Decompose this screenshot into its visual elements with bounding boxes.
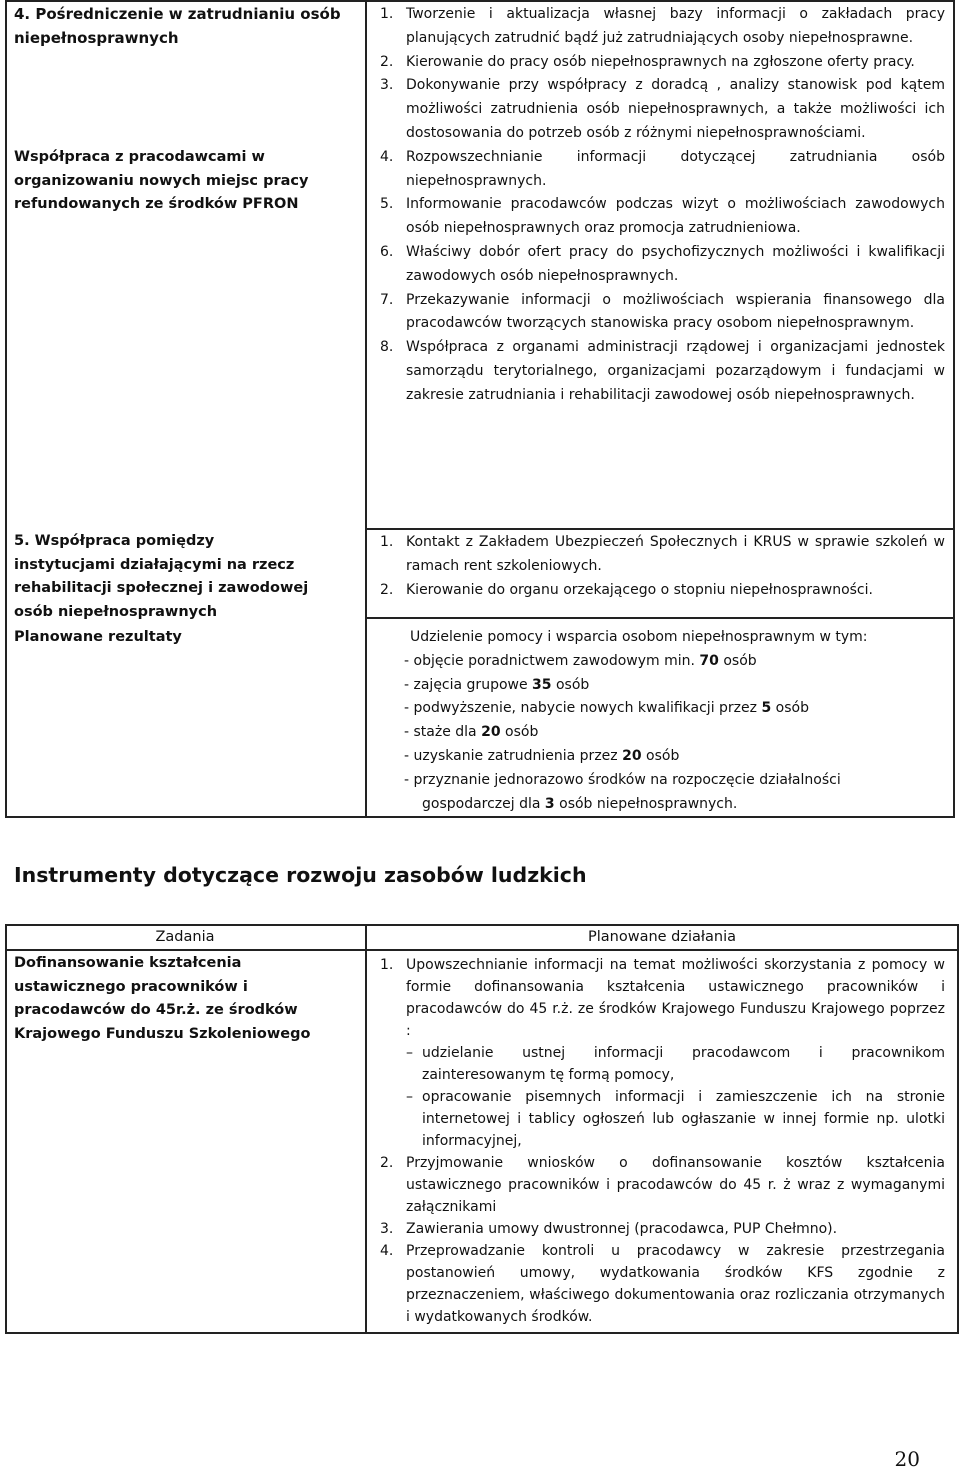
list-item: 7. Przekazywanie informacji o możliwościach wspierania finansowego dla pracodawców tworzących stanowiska pracy osobom niepełnosprawnym. (380, 291, 945, 332)
list-item: 4. Rozpowszechnianie informacji dotyczącej zatrudniania osób niepełnosprawnych. (380, 148, 945, 189)
list-item: 3. Zawierania umowy dwustronnej (pracodawca, PUP Chełmno). (380, 1221, 838, 1237)
result-item: - przyznanie jednorazowo środków na rozpoczęcie działalności (404, 771, 841, 788)
list-item: 8. Współpraca z organami administracji rządowej i organizacjami jednostek samorządu terytorialnego, organizacjami pozarządowym i fundacjami w zakresie zatrudniania i rehabilitacji zawodowej osób niepełnosprawnych. (380, 339, 945, 403)
result-item: - staże dla 20 osób (404, 724, 539, 741)
results-intro: Udzielenie pomocy i wsparcia osobom niepełnosprawnym w tym: (410, 629, 868, 645)
list-item: 2. Przyjmowanie wniosków o dofinansowanie kosztów kształcenia ustawicznego pracowników i pracodawców do 45 r. ż wraz z wymaganymi załącznikami (380, 1155, 945, 1215)
list-item: 1. Upowszechnianie informacji na temat możliwości skorzystania z pomocy w formie dofinansowania kształcenia ustawicznego pracowników i pracodawców do 45 r.ż. ze środków Krajowego Funduszu Krajowego poprzez : – udzielanie ustnej informacji pracodawcom i pracownikom zainteresowanym tę formą pomocy, – opracowanie pisemnych informacji i zamieszczenie ich na stronie internetowej i tablicy ogłoszeń lub ogłaszanie w innej formie np. ulotki informacyjnej, (373, 954, 945, 1152)
sub-list (406, 1042, 945, 1152)
table-header-divider (5, 949, 959, 951)
table-border-left (5, 924, 7, 1334)
list-item: 1. Kontakt z Zakładem Ubezpieczeń Społecznych i KRUS w sprawie szkoleń w ramach rent szkoleniowych. (380, 534, 945, 574)
table-border-top (5, 0, 955, 2)
result-item: - objęcie poradnictwem zawodowym min. 70 osób (404, 652, 757, 669)
result-item: - podwyższenie, nabycie nowych kwalifikacji przez 5 osób (404, 700, 809, 717)
row-divider (365, 528, 955, 530)
section-title: Instrumenty dotyczące rozwoju zasobów ludzkich (14, 863, 587, 887)
cooperation-heading: Współpraca z pracodawcami w organizowaniu nowych miejsc pracy refundowanych ze środków PFRON (14, 149, 309, 212)
section-heading-4: 4. Pośredniczenie w zatrudnianiu osób niepełnosprawnych (14, 5, 341, 47)
table-border-right (957, 924, 959, 1334)
result-item-cont: gospodarczej dla 3 osób niepełnosprawnych. (422, 795, 738, 812)
sub-list-item: – udzielanie ustnej informacji pracodawcom i pracownikom zainteresowanym tę formą pomocy, (406, 1045, 945, 1083)
table-border-left (5, 0, 7, 818)
actions-list-5 (373, 531, 945, 602)
actions-list-4 (373, 3, 945, 408)
result-item: - uzyskanie zatrudnienia przez 20 osób (404, 747, 680, 764)
planned-actions-list (373, 954, 945, 1328)
section-heading-5: 5. Współpraca pomiędzy instytucjami działającymi na rzecz rehabilitacji społecznej i zawodowej osób niepełnosprawnych (14, 533, 309, 620)
list-item: 4. Przeprowadzanie kontroli u pracodawcy w zakresie przestrzegania postanowień umowy, wydatkowania środków KFS zgodnie z przeznaczeniem, właściwego dokumentowania oraz rozliczania otrzymanych i wydatkowanych środków. (380, 1243, 945, 1325)
list-item: 5. Informowanie pracodawców podczas wizyt o możliwościach zawodowych osób niepełnosprawnych oraz promocja zatrudnieniowa. (380, 196, 945, 237)
column-header-actions: Planowane działania (587, 929, 737, 945)
result-item: - zajęcia grupowe 35 osób (404, 676, 590, 693)
planned-results (404, 626, 944, 816)
table-border-top (5, 924, 959, 926)
list-item: 2. Kierowanie do organu orzekającego o stopniu niepełnosprawności. (380, 581, 873, 598)
list-item: 1. Tworzenie i aktualizacja własnej bazy informacji o zakładach pracy planujących zatrudnić bądź już zatrudniających osoby niepełnosprawne. (380, 6, 945, 46)
table-column-divider (365, 0, 367, 818)
task-description: Dofinansowanie kształcenia ustawicznego pracowników i pracodawców do 45r.ż. ze środków Krajowego Funduszu Szkoleniowego (14, 955, 311, 1042)
table-border-right (953, 0, 955, 818)
page-number: 20 (894, 1447, 920, 1471)
list-item: 3. Dokonywanie przy współpracy z doradcą , analizy stanowisk pod kątem możliwości zatrudnienia osób niepełnosprawnych, a także możliwości ich dostosowania do potrzeb osób z różnymi niepełnosprawnościami. (380, 77, 945, 141)
planned-results-label: Planowane rezultaty (14, 629, 182, 645)
table-border-bottom (5, 1332, 959, 1334)
table-column-divider (365, 924, 367, 1334)
list-item: 6. Właściwy dobór ofert pracy do psychofizycznych możliwości i kwalifikacji zawodowych osób niepełnosprawnych. (380, 243, 945, 284)
column-header-tasks: Zadania (155, 929, 215, 945)
sub-list-item: – opracowanie pisemnych informacji i zamieszczenie ich na stronie internetowej i tablicy ogłoszeń lub ogłaszanie w innej formie np. ulotki informacyjnej, (406, 1089, 945, 1149)
list-item: 2. Kierowanie do pracy osób niepełnosprawnych na zgłoszone oferty pracy. (380, 53, 915, 70)
row-divider (365, 617, 955, 619)
